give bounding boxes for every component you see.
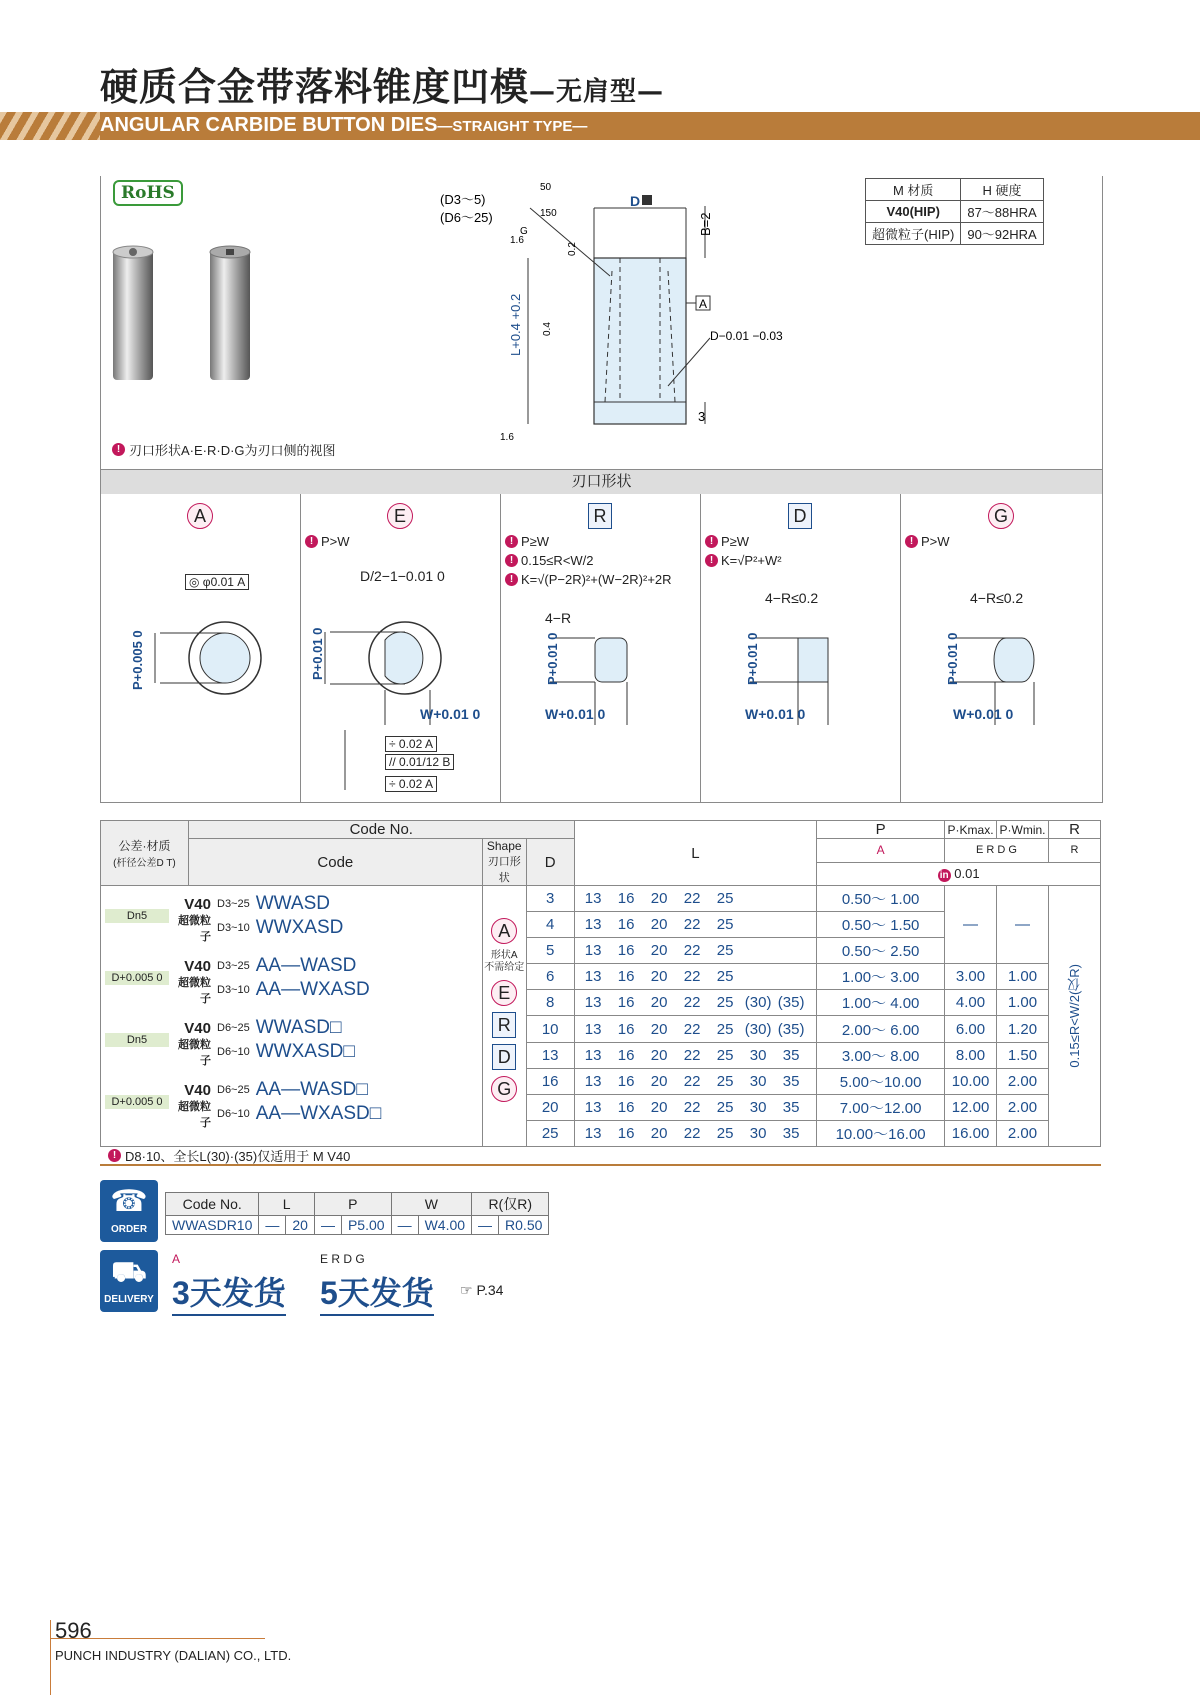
cell-pw: 1.20 xyxy=(997,1016,1049,1042)
shape-r-cond-1: 0.15≤R<W/2 xyxy=(521,553,594,568)
cell-l-value: 22 xyxy=(683,1020,701,1038)
shape-d-w: W+0.01 0 xyxy=(745,706,806,722)
company-name: PUNCH INDUSTRY (DALIAN) CO., LTD. xyxy=(55,1648,292,1663)
shape-e-d2: D/2−1−0.01 0 xyxy=(360,568,445,584)
shape-r-p: P+0.01 0 xyxy=(545,632,560,685)
code-value: WWXASD□ xyxy=(255,1041,355,1062)
cell-l-value: 13 xyxy=(584,1098,602,1116)
shape-e-p: P+0.01 0 xyxy=(310,627,325,680)
d6-25-label: (D6～25) xyxy=(440,210,493,225)
code-range: D6~10 xyxy=(217,1108,250,1120)
cell-l-value: 20 xyxy=(650,890,668,908)
shape-header: 刃口形状 xyxy=(100,469,1103,495)
cell-l-value: 25 xyxy=(716,1098,734,1116)
order-v-dash3: — xyxy=(391,1216,418,1235)
th-l: L xyxy=(574,821,817,886)
th-r: R xyxy=(1049,821,1101,839)
a-ref: A xyxy=(699,297,708,311)
delivery-badge xyxy=(100,1250,158,1312)
code-material: 超微粒子 xyxy=(178,1101,211,1129)
cell-d: 3 xyxy=(526,886,574,912)
cell-pk: 3.00 xyxy=(945,964,997,990)
shape-e-f3: ÷ 0.02 A xyxy=(385,776,437,792)
shape-r-hole xyxy=(595,638,627,682)
table-footnote xyxy=(108,1146,350,1165)
mat-row-1-mat: 超微粒子(HIP) xyxy=(866,223,961,245)
cell-l-value: 25 xyxy=(716,916,734,934)
order-h-r: R(仅R) xyxy=(472,1193,549,1216)
cell-l-value: 22 xyxy=(683,1124,701,1142)
th-erdg: E R D G xyxy=(945,839,1049,863)
cell-l-value: 30 xyxy=(749,1072,767,1090)
title-cn-sub: —无肩型— xyxy=(529,77,665,107)
photo-cylinder-1 xyxy=(113,250,153,380)
cell-l-value: 30 xyxy=(749,1098,767,1116)
order-v-dash4: — xyxy=(472,1216,499,1235)
shape-g-w: W+0.01 0 xyxy=(953,706,1014,722)
cell-l-value: 13 xyxy=(584,916,602,934)
tolerance-badge: Dn5 xyxy=(105,1033,169,1047)
code-material: 超微粒子 xyxy=(178,915,211,943)
shape-d-cond-0: P≥W xyxy=(721,534,750,549)
shape-a-hole xyxy=(200,633,250,683)
cell-pk: — xyxy=(945,886,997,964)
code-value: WWXASD xyxy=(255,917,344,938)
shape-e-f2: // 0.01/12 B xyxy=(385,754,454,770)
shape-e-conds: ! P>W xyxy=(305,534,350,553)
code-range: D3~25 xyxy=(217,960,250,972)
shape-g-cond-0: P>W xyxy=(921,534,950,549)
cell-l-value: 35 xyxy=(782,1072,800,1090)
cell-d: 20 xyxy=(526,1094,574,1120)
delivery-erdg-text: 5天发货 xyxy=(320,1268,434,1316)
order-v-dash1: — xyxy=(259,1216,286,1235)
delivery-ref[interactable]: ☞ P.34 xyxy=(460,1282,504,1298)
code-material: 超微粒子 xyxy=(178,977,211,1005)
cell-l-value: 22 xyxy=(683,890,701,908)
cell-l-value: 25 xyxy=(716,1020,734,1038)
shape-d-letter: D xyxy=(788,503,812,529)
order-h-p: P xyxy=(314,1193,391,1216)
shape-a-drawing xyxy=(120,600,290,700)
cell-p: 0.50～ 1.00 xyxy=(817,886,945,912)
cell-l-value: 22 xyxy=(683,968,701,986)
code-line xyxy=(175,915,344,943)
shape-e-drawing xyxy=(310,600,490,800)
cell-l-value: 35 xyxy=(782,1046,800,1064)
shape-d-conds: ! P≥W ! K=√P²+W² xyxy=(705,534,782,572)
tolerance-badge: D+0.005 0 xyxy=(105,1095,169,1109)
cell-p: 0.50～ 1.50 xyxy=(817,912,945,938)
cell-l-value: 22 xyxy=(683,1046,701,1064)
cell-l-value: 22 xyxy=(683,1072,701,1090)
th-p: P xyxy=(817,821,945,839)
th-d: D xyxy=(526,839,574,886)
rohs-badge: RoHS xyxy=(113,180,183,206)
code-range: D3~25 xyxy=(217,898,250,910)
cell-l xyxy=(574,990,817,1016)
title-en-sub: —STRAIGHT TYPE— xyxy=(437,118,588,135)
th-codeno: Code No. xyxy=(188,821,574,839)
code-range: D6~10 xyxy=(217,1046,250,1058)
order-label: ORDER xyxy=(110,1224,148,1235)
cell-p: 10.00～16.00 xyxy=(817,1120,945,1146)
table-bottom-rule xyxy=(100,1164,1101,1166)
shape-divider-1 xyxy=(300,494,301,802)
shape-a-letter: A xyxy=(187,503,213,529)
shape-e-w: W+0.01 0 xyxy=(420,706,481,722)
phone-icon: ☎ xyxy=(110,1185,148,1218)
cell-l xyxy=(574,1120,817,1146)
rough-16-top: 1.6 xyxy=(510,235,524,246)
cell-r-range xyxy=(1049,886,1101,1147)
th-pk: P·Kmax. xyxy=(945,821,997,839)
code-value: AA—WASD xyxy=(255,955,357,976)
shape-r-label: 4−R xyxy=(545,610,572,626)
delivery-a-text: 3天发货 xyxy=(172,1268,286,1316)
cell-l-value: 16 xyxy=(617,1046,635,1064)
cell-l-value: 16 xyxy=(617,994,635,1012)
code-material: V40 xyxy=(184,1019,211,1037)
shape-divider-4 xyxy=(900,494,901,802)
title-cn: 硬质合金带落料锥度凹模 xyxy=(100,65,530,109)
cell-p: 3.00～ 8.00 xyxy=(817,1042,945,1068)
cell-pk: 10.00 xyxy=(945,1068,997,1094)
cell-l xyxy=(574,938,817,964)
order-v-r: R0.50 xyxy=(499,1216,549,1235)
cell-l-value: 20 xyxy=(650,1046,668,1064)
l-label: L+0.4 +0.2 xyxy=(508,293,523,356)
order-v-code: WWASDR10 xyxy=(166,1216,259,1235)
th-p-a: A xyxy=(817,839,945,863)
photo-note-text: 刃口形状A·E·R·D·G为刃口侧的视图 xyxy=(129,443,336,458)
th-r-r: R xyxy=(1049,839,1101,863)
product-photos xyxy=(105,240,265,390)
cell-l-value: (35) xyxy=(777,1020,805,1038)
photo-cylinder-2 xyxy=(210,250,250,380)
code-line xyxy=(175,1101,382,1129)
cell-l-value: 22 xyxy=(683,1098,701,1116)
shape-e-f1: ÷ 0.02 A xyxy=(385,736,437,752)
shape-e-cond-0: P>W xyxy=(321,534,350,549)
angle-150: 150 xyxy=(540,208,557,219)
cell-l xyxy=(574,886,817,912)
table-row xyxy=(101,886,1101,912)
delivery-a: A xyxy=(172,1252,181,1266)
code-groups xyxy=(101,886,483,1147)
delivery-ref-link: P.34 xyxy=(476,1282,504,1298)
code-line xyxy=(175,977,370,1005)
cell-l-value: 25 xyxy=(716,942,734,960)
th-pw: P·Wmin. xyxy=(997,821,1049,839)
shape-d-hole xyxy=(798,638,828,682)
cell-l-value: 13 xyxy=(584,890,602,908)
cell-l-value: 13 xyxy=(584,1020,602,1038)
cell-l xyxy=(574,1016,817,1042)
cell-l-value: 13 xyxy=(584,994,602,1012)
title-en xyxy=(100,114,587,137)
shape-letter-a: A xyxy=(491,918,517,944)
code-range: D3~10 xyxy=(217,984,250,996)
shape-letter-r: R xyxy=(492,1012,516,1038)
cell-p: 1.00～ 3.00 xyxy=(817,964,945,990)
cell-l-value: (30) xyxy=(744,994,772,1012)
cell-d: 25 xyxy=(526,1120,574,1146)
cell-l-value: 35 xyxy=(782,1124,800,1142)
cell-l-value: 13 xyxy=(584,968,602,986)
shape-e-letter: E xyxy=(387,503,413,529)
footer-vertical-rule xyxy=(50,1620,51,1695)
cell-l-value: (30) xyxy=(744,1020,772,1038)
three-label: 3 xyxy=(698,409,706,424)
order-h-l: L xyxy=(259,1193,315,1216)
shape-a-note xyxy=(483,950,526,974)
page-title xyxy=(100,56,664,111)
tolerance-badge: Dn5 xyxy=(105,909,169,923)
page-number: 596 xyxy=(55,1618,92,1643)
cell-l-value: 25 xyxy=(716,1072,734,1090)
order-h-w: W xyxy=(391,1193,471,1216)
d-tol-label: D−0.01 −0.03 xyxy=(710,329,783,343)
order-h-code: Code No. xyxy=(166,1193,259,1216)
cell-l-value: 25 xyxy=(716,994,734,1012)
technical-drawing xyxy=(440,176,783,456)
cell-p: 2.00～ 6.00 xyxy=(817,1016,945,1042)
shape-letter-g: G xyxy=(491,1076,517,1102)
cell-pw: 1.00 xyxy=(997,964,1049,990)
cell-l-value: 16 xyxy=(617,1020,635,1038)
order-table xyxy=(165,1192,549,1235)
cell-l-value: 22 xyxy=(683,942,701,960)
cell-p: 5.00～10.00 xyxy=(817,1068,945,1094)
order-v-p: P5.00 xyxy=(341,1216,391,1235)
code-range: D3~10 xyxy=(217,922,250,934)
shape-a-note-1: 形状A xyxy=(490,950,518,961)
cell-l-value: 25 xyxy=(716,1046,734,1064)
exclamation-icon: ! xyxy=(108,1149,121,1162)
cell-l-value: 22 xyxy=(683,916,701,934)
cell-l-value: 16 xyxy=(617,916,635,934)
cell-l-value: 16 xyxy=(617,942,635,960)
shape-g-letter: G xyxy=(988,503,1014,529)
code-material: V40 xyxy=(184,1081,211,1099)
cell-d: 10 xyxy=(526,1016,574,1042)
cell-l-value: 16 xyxy=(617,968,635,986)
cell-l-value: 20 xyxy=(650,1124,668,1142)
cell-p: 0.50～ 2.50 xyxy=(817,938,945,964)
code-line xyxy=(175,1039,355,1067)
cell-l-value: 13 xyxy=(584,1072,602,1090)
delivery-erdg: E R D G xyxy=(320,1252,365,1266)
cell-pk: 16.00 xyxy=(945,1120,997,1146)
cell-l xyxy=(574,1094,817,1120)
cell-pw: 1.00 xyxy=(997,990,1049,1016)
cell-d: 6 xyxy=(526,964,574,990)
spec-table xyxy=(100,820,1101,1147)
shape-r-cond-0: P≥W xyxy=(521,534,550,549)
th-code: Code xyxy=(188,839,482,886)
photo-cylinder-1-hole xyxy=(129,248,137,256)
shape-a-p: P+0.005 0 xyxy=(130,630,145,690)
cell-l xyxy=(574,964,817,990)
shape-d-label: 4−R≤0.2 xyxy=(765,590,819,606)
cell-l xyxy=(574,912,817,938)
cell-d: 5 xyxy=(526,938,574,964)
code-material: 超微粒子 xyxy=(178,1039,211,1067)
shape-g-hole xyxy=(994,638,1034,682)
code-value: AA—WXASD xyxy=(255,979,370,1000)
rough-04: 0.4 xyxy=(542,322,553,336)
cell-l-value: 20 xyxy=(650,994,668,1012)
code-value: WWASD□ xyxy=(255,1017,342,1038)
shape-e-hole xyxy=(385,632,423,684)
material-table xyxy=(865,178,1044,245)
cell-pw: — xyxy=(997,886,1049,964)
shape-letter-e: E xyxy=(491,980,517,1006)
shape-g-label: 4−R≤0.2 xyxy=(970,590,1024,606)
truck-icon: ⛟ xyxy=(111,1256,147,1287)
code-value: WWASD xyxy=(255,893,330,914)
photo-note xyxy=(112,440,336,459)
cell-pk: 4.00 xyxy=(945,990,997,1016)
code-value: AA—WASD□ xyxy=(255,1079,368,1100)
order-v-dash2: — xyxy=(314,1216,341,1235)
shape-r-w: W+0.01 0 xyxy=(545,706,606,722)
shape-r-cond-2: K=√(P−2R)²+(W−2R)²+2R xyxy=(521,572,672,587)
b2-label: B=2 xyxy=(698,212,713,236)
order-badge xyxy=(100,1180,158,1242)
cell-pw: 2.00 xyxy=(997,1120,1049,1146)
th-tol: 公差·材质 (杆径公差D T) xyxy=(101,821,189,886)
cell-l-value: 16 xyxy=(617,1098,635,1116)
r-range-text: 0.15≤R<W/2(仅R) xyxy=(1067,964,1082,1068)
die-body xyxy=(594,258,686,424)
cell-p: 1.00～ 4.00 xyxy=(817,990,945,1016)
mat-row-0-mat: V40(HIP) xyxy=(866,201,961,223)
angle-50: 50 xyxy=(540,182,552,193)
th-unit: in 0.01 xyxy=(817,862,1101,886)
code-material: V40 xyxy=(184,957,211,975)
cell-l-value: 20 xyxy=(650,968,668,986)
shape-r-conds: ! P≥W ! 0.15≤R<W/2 ! K=√(P−2R)²+(W−2R)²+2R xyxy=(505,534,672,591)
cell-l-value: 25 xyxy=(716,1124,734,1142)
mat-row-1-hard: 90～92HRA xyxy=(961,223,1043,245)
shape-letter-d: D xyxy=(492,1044,516,1070)
shape-a-tol: ◎ φ0.01 A xyxy=(185,574,249,590)
shape-g-conds: ! P>W xyxy=(905,534,950,553)
title-en-main: ANGULAR CARBIDE BUTTON DIES xyxy=(100,114,438,136)
cell-l-value: 16 xyxy=(617,890,635,908)
cell-l-value: 13 xyxy=(584,1046,602,1064)
shape-d-p: P+0.01 0 xyxy=(745,632,760,685)
cell-l-value: 30 xyxy=(749,1046,767,1064)
order-v-w: W4.00 xyxy=(418,1216,471,1235)
order-v-l: 20 xyxy=(286,1216,315,1235)
cell-pw: 2.00 xyxy=(997,1068,1049,1094)
cell-l-value: 13 xyxy=(584,1124,602,1142)
photo-cylinder-2-hole xyxy=(226,249,234,255)
table-footnote-text: D8·10、全长L(30)·(35)仅适用于 M V40 xyxy=(125,1149,351,1164)
cell-l-value: 20 xyxy=(650,1072,668,1090)
cell-pw: 1.50 xyxy=(997,1042,1049,1068)
cell-pw: 2.00 xyxy=(997,1094,1049,1120)
tolerance-badge: D+0.005 0 xyxy=(105,971,169,985)
cell-l-value: 16 xyxy=(617,1124,635,1142)
cell-l-value: 20 xyxy=(650,1020,668,1038)
mat-row-0-hard: 87～88HRA xyxy=(961,201,1043,223)
delivery-label: DELIVERY xyxy=(104,1294,154,1305)
g-top: G xyxy=(520,226,528,237)
cell-l xyxy=(574,1068,817,1094)
code-value: AA—WXASD□ xyxy=(255,1103,382,1124)
t-box xyxy=(642,195,652,205)
cell-l-value: 25 xyxy=(716,890,734,908)
shape-divider-3 xyxy=(700,494,701,802)
banner-stripes xyxy=(0,112,100,140)
shape-column xyxy=(482,886,526,1147)
cell-d: 8 xyxy=(526,990,574,1016)
shape-g-p: P+0.01 0 xyxy=(945,632,960,685)
shape-divider-2 xyxy=(500,494,501,802)
cell-d: 16 xyxy=(526,1068,574,1094)
shape-a-note-2: 不需给定 xyxy=(484,962,525,973)
cell-l-value: 20 xyxy=(650,916,668,934)
dt-label: D xyxy=(630,193,641,209)
cell-l-value: 20 xyxy=(650,1098,668,1116)
cell-d: 13 xyxy=(526,1042,574,1068)
cell-l-value: 16 xyxy=(617,1072,635,1090)
cell-l xyxy=(574,1042,817,1068)
exclamation-icon: ! xyxy=(112,443,125,456)
cell-l-value: 35 xyxy=(782,1098,800,1116)
th-shape: Shape 刃口形状 xyxy=(482,839,526,886)
cell-p: 7.00～12.00 xyxy=(817,1094,945,1120)
cell-l-value: 22 xyxy=(683,994,701,1012)
rough-16-bottom: 1.6 xyxy=(500,432,514,443)
cell-l-value: 25 xyxy=(716,968,734,986)
cell-pk: 12.00 xyxy=(945,1094,997,1120)
code-range: D6~25 xyxy=(217,1084,250,1096)
d3-5-label: (D3～5) xyxy=(440,192,486,207)
code-range: D6~25 xyxy=(217,1022,250,1034)
cell-l-value: 13 xyxy=(584,942,602,960)
shape-d-cond-1: K=√P²+W² xyxy=(721,553,782,568)
cell-l-value: 20 xyxy=(650,942,668,960)
cell-l-value: 30 xyxy=(749,1124,767,1142)
mat-col-hardness: H 硬度 xyxy=(961,179,1043,201)
cell-pk: 6.00 xyxy=(945,1016,997,1042)
code-material: V40 xyxy=(184,895,211,913)
rough-02: 0.2 xyxy=(567,242,578,256)
shape-r-letter: R xyxy=(588,503,612,529)
cell-pk: 8.00 xyxy=(945,1042,997,1068)
mat-col-material: M 材质 xyxy=(866,179,961,201)
cell-l-value: (35) xyxy=(777,994,805,1012)
cell-d: 4 xyxy=(526,912,574,938)
